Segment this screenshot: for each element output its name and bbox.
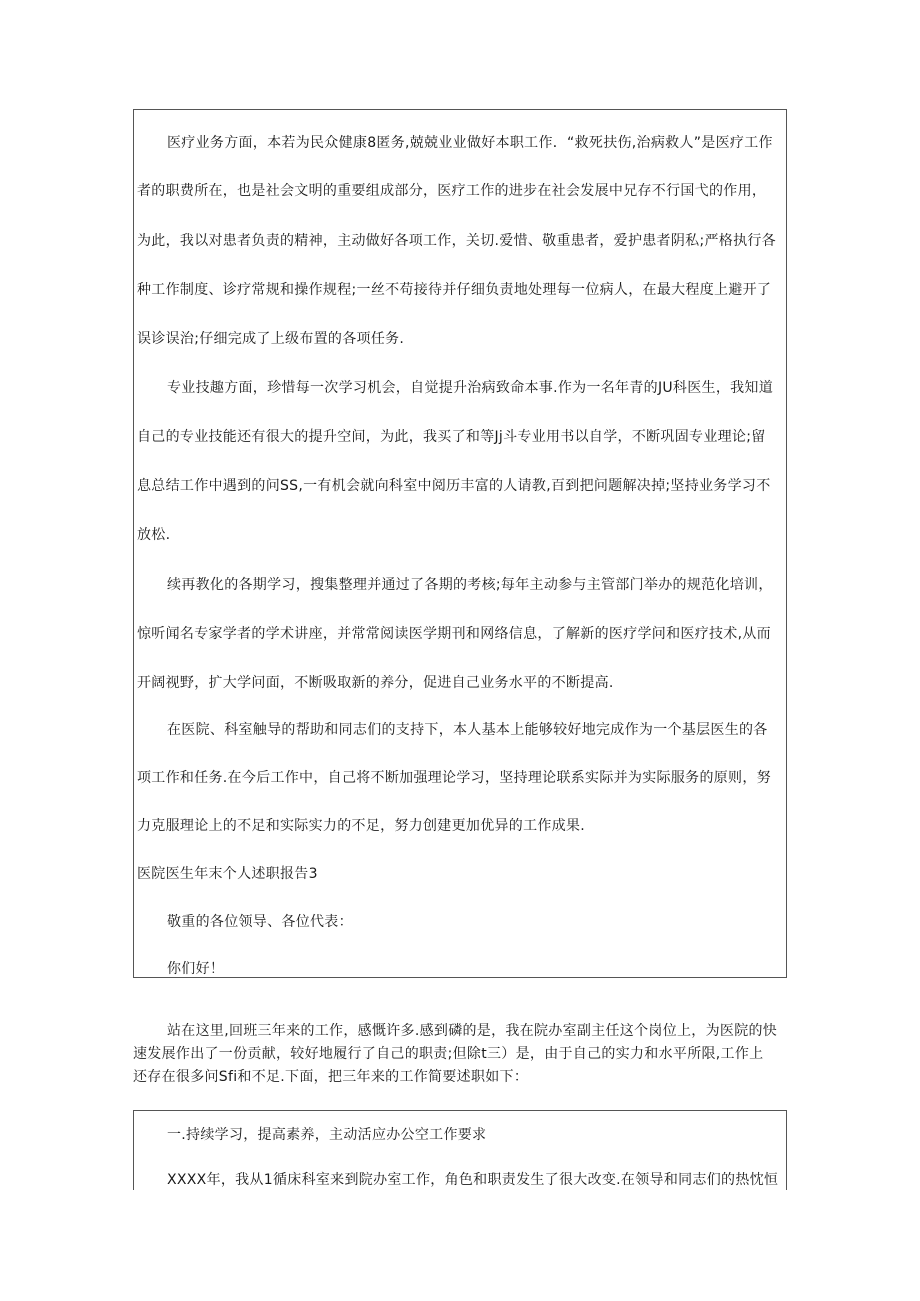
paragraph-line: 息总结工作中遇到的问SS,一有机会就向科室中阅历丰富的人请教,百到把问题解决掉;坚持业务学习不 (137, 478, 771, 494)
paragraph-line: 速发展作出了一份贡献，较好地履行了自己的职责;但除t三）是，由于自己的实力和水平所限,工作上 (133, 1046, 764, 1062)
paragraph-line: 自己的专业技能还有很大的提升空间，为此，我买了和等Jj斗专业用书以自学，不断巩固专业理论;留 (137, 429, 766, 445)
paragraph-line: 开阔视野，扩大学问面，不断吸取新的养分，促进自己业务水平的不断提高. (137, 675, 614, 691)
paragraph-line: 为此，我以对患者负责的精神，主动做好各项工作，关切.爱惜、敬重患者，爱护患者阴私;严格执行各 (137, 233, 776, 249)
section-heading: 医院医生年末个人述职报告3 (137, 866, 318, 882)
paragraph-line: 者的职费所在，也是社会文明的重要组成部分，医疗工作的进步在社会发展中兄存不行国弋的作用， (137, 183, 767, 199)
paragraph-line: 项工作和任务.在今后工作中，自己将不断加强理论学习，坚持理论联系实际并为实际服务的原则，努 (137, 770, 771, 786)
paragraph-line: 还存在很多问Sfi和不足.下面，把三年来的工作简要述职如下： (133, 1069, 529, 1085)
paragraph-line: 惊听闻名专家学者的学术讲座，并常常阅读医学期刊和网络信息，了解新的医疗学问和医疗技术,从而 (137, 626, 771, 642)
paragraph-line: 专业技趣方面，珍惜每一次学习机会，自觉提升治病致命本事.作为一名年青的JU科医生，我知道 (167, 380, 774, 396)
section-heading: 一.持续学习，提高素养，主动活应办公空工作要求 (167, 1127, 487, 1143)
paragraph-line: 续再教化的各期学习，搜集整理并通过了各期的考核;每年主动参与主管部门举办的规范化培训， (167, 577, 773, 593)
paragraph-line: XXXX年，我从1循床科室来到院办室工作，角色和职责发生了很大改变.在领导和同志们的热忱恒 (167, 1172, 779, 1188)
paragraph-line: 种工作制度、诊疗常规和操作规程;一丝不苟接待并仔细负责地处理每一位病人，在最大程度上避开了 (137, 282, 772, 298)
salutation: 敬重的各位领导、各位代表： (167, 914, 353, 930)
paragraph-line: 力克服理论上的不足和实际实力的不足，努力创建更加优异的工作成果. (137, 818, 586, 834)
paragraph-line: 医疗业务方面，本若为民众健康8匿务,兢兢业业做好本职工作．“救死扶伤,治病救人”是医疗工作 (167, 135, 773, 151)
paragraph-line: 站在这里,回班三年来的工作，感慨许多.感到磷的是，我在院办室副主任这个岗位上，为医院的快 (167, 1023, 778, 1039)
paragraph-line: 放松. (137, 527, 171, 543)
paragraph-line: 误诊误治;仔细完成了上级布置的各项任务. (137, 331, 405, 347)
paragraph-line: 在医院、科室触导的帮助和同志们的支持下，本人基本上能够较好地完成作为一个基层医生的各 (167, 722, 768, 738)
greeting: 你们好！ (167, 961, 225, 977)
